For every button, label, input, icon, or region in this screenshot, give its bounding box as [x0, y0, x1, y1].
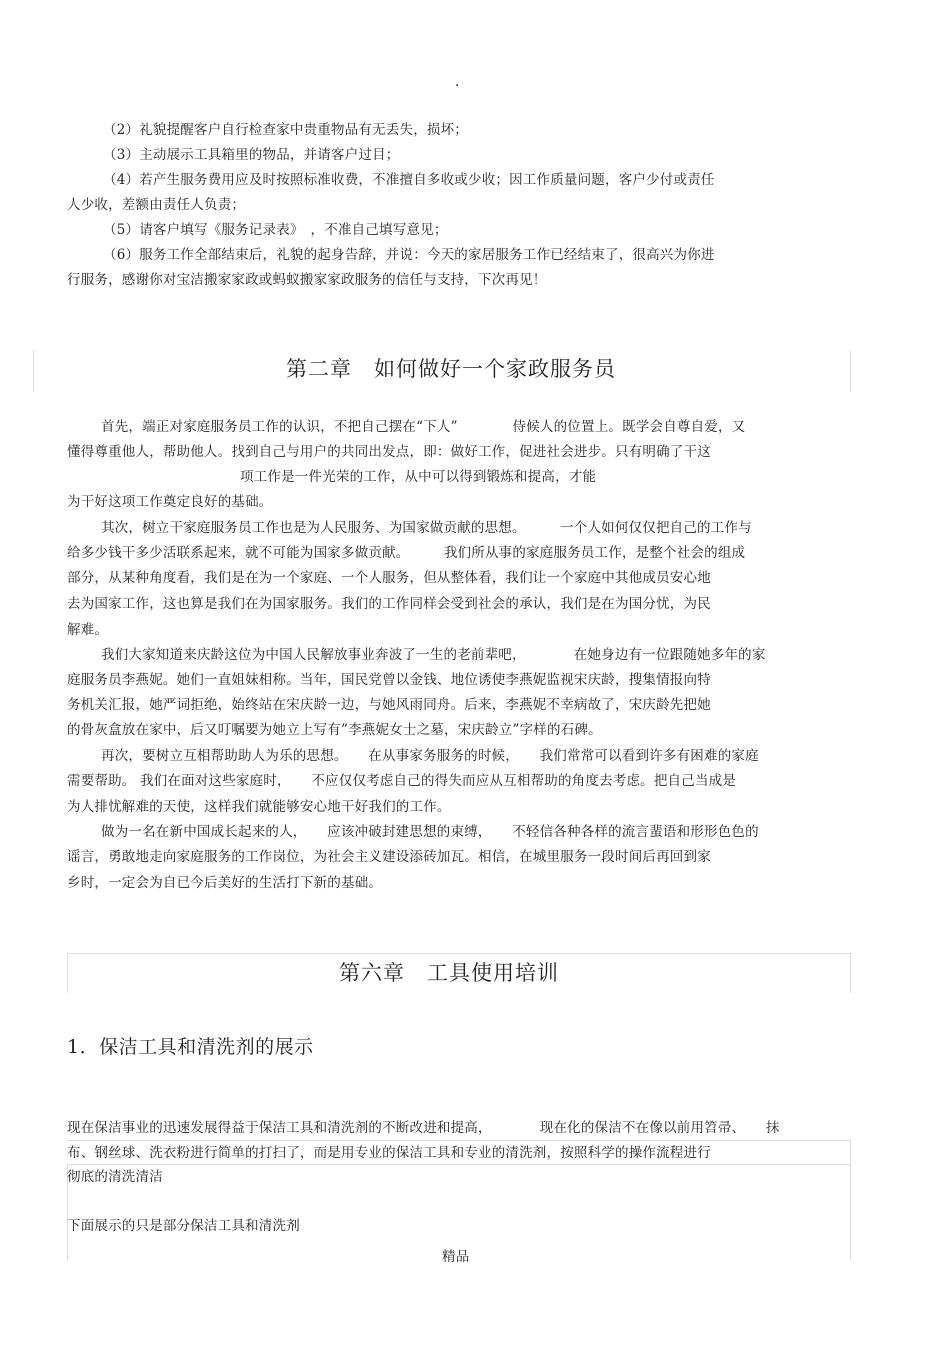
paragraph-line: 给多少钱干多少活联系起来，就不可能为国家多做贡献。 我们所从事的家庭服务员工作，是整个社会的组成	[67, 545, 746, 561]
heading-frame-left	[67, 953, 68, 993]
paragraph-line: 我们大家知道来庆龄这位为中国人民解放事业奔波了一生的老前辈吧， 在她身边有一位跟随她多年的家	[101, 647, 766, 663]
paragraph-line: 布、钢丝球、洗衣粉进行简单的打扫了，而是用专业的保洁工具和专业的清洗剂，按照科学的操作流程进行	[67, 1145, 711, 1161]
table-rule	[67, 1140, 851, 1141]
paragraph-line: 首先，端正对家庭服务员工作的认识，不把自己摆在“下人” 侍候人的位置上。既学会自尊自爱，又	[101, 419, 746, 435]
heading-frame-top	[67, 953, 851, 954]
paragraph-line: 其次，树立干家庭服务员工作也是为人民服务、为国家做贡献的思想。 一个人如何仅仅把自己的工作与	[101, 520, 752, 536]
table-frame-right	[850, 1140, 851, 1260]
paragraph-line: 部分，从某种角度看，我们是在为一个家庭、一个人服务，但从整体看，我们让一个家庭中其他成员安心地	[67, 570, 711, 586]
footer-label: 精品	[442, 1249, 470, 1265]
paragraph-line: 的骨灰盒放在家中，后又叮嘱要为她立上写有”李燕妮女士之墓，宋庆龄立”字样的石碑。	[67, 722, 602, 738]
paragraph-line: 再次，要树立互相帮助助人为乐的思想。 在从事家务服务的时候， 我们常常可以看到许多有困难的家庭	[101, 748, 759, 764]
paragraph-line: 现在保洁事业的迅速发展得益于保洁工具和清洗剂的不断改进和提高， 现在化的保洁不在像以前用笤帚、 抹	[67, 1120, 780, 1136]
list-item: （6）服务工作全部结束后，礼貌的起身告辞，并说：今天的家居服务工作已经结束了，很高兴为你进	[103, 247, 715, 263]
paragraph-line: 谣言，勇敢地走向家庭服务的工作岗位，为社会主义建设添砖加瓦。相信，在城里服务一段时间后再回到家	[67, 849, 711, 865]
paragraph-line: 为人排忧解难的天使，这样我们就能够安心地干好我们的工作。	[67, 799, 451, 815]
paragraph-line: 务机关汇报，她严词拒绝，始终站在宋庆龄一边，与她风雨同舟。后来，李燕妮不幸病故了，宋庆龄先把她	[67, 697, 711, 713]
paragraph-line: 需要帮助。 我们在面对这些家庭时， 不应仅仅考虑自己的得失而应从互相帮助的角度去考虑。把自己当成是	[67, 773, 737, 789]
list-item: （5）请客户填写《服务记录表》 ，不准自己填写意见；	[103, 222, 448, 238]
table-rule	[67, 1164, 851, 1165]
list-item-continuation: 人少收，差额由责任人负责；	[67, 197, 246, 213]
paragraph-line: 乡时，一定会为自已今后美好的生活打下新的基础。	[67, 875, 383, 891]
list-item: （2）礼貌提醒客户自行检查家中贵重物品有无丢失，损坏；	[103, 122, 468, 138]
paragraph-line: 懂得尊重他人，帮助他人。找到自己与用户的共同出发点，即：做好工作，促进社会进步。只有明确了干这	[67, 444, 711, 460]
heading-frame-left	[33, 350, 34, 392]
list-item: （4）若产生服务费用应及时按照标准收费，不准擅自多收或少收；因工作质量问题，客户少付或责任	[103, 172, 715, 188]
chapter-2-title: 第二章 如何做好一个家政服务员	[286, 357, 616, 381]
paragraph-line: 去为国家工作，这也算是我们在为国家服务。我们的工作同样会受到社会的承认，我们是在为国分忧，为民	[67, 596, 711, 612]
paragraph-line: 下面展示的只是部分保洁工具和清洗剂	[67, 1218, 300, 1234]
list-item-continuation: 行服务，感谢你对宝洁搬家家政或蚂蚁搬家家政服务的信任与支持，下次再见！	[67, 272, 547, 288]
paragraph-line: 做为一名在新中国成长起来的人， 应该冲破封建思想的束缚， 不轻信各种各样的流言蜚语和形形色色的	[101, 824, 759, 840]
paragraph-line: 彻底的清洗清洁	[67, 1169, 163, 1185]
paragraph-line: 项工作是一件光荣的工作，从中可以得到锻炼和提高，才能	[240, 469, 597, 485]
paragraph-line: 为干好这项工作奠定良好的基础。	[67, 494, 273, 510]
subsection-title: 1．保洁工具和清洗剂的展示	[67, 1036, 314, 1058]
heading-frame-right	[850, 953, 851, 993]
list-item: （3）主动展示工具箱里的物品，并请客户过目；	[103, 147, 400, 163]
paragraph-line: 庭服务员李燕妮。她们一直姐妹相称。当年，国民党曾以金钱、地位诱使李燕妮监视宋庆龄，搜集情报向特	[67, 672, 711, 688]
chapter-6-title: 第六章 工具使用培训	[339, 961, 559, 985]
heading-frame-right	[850, 350, 851, 392]
header-dot: .	[455, 74, 460, 90]
paragraph-line: 解难。	[67, 622, 109, 638]
